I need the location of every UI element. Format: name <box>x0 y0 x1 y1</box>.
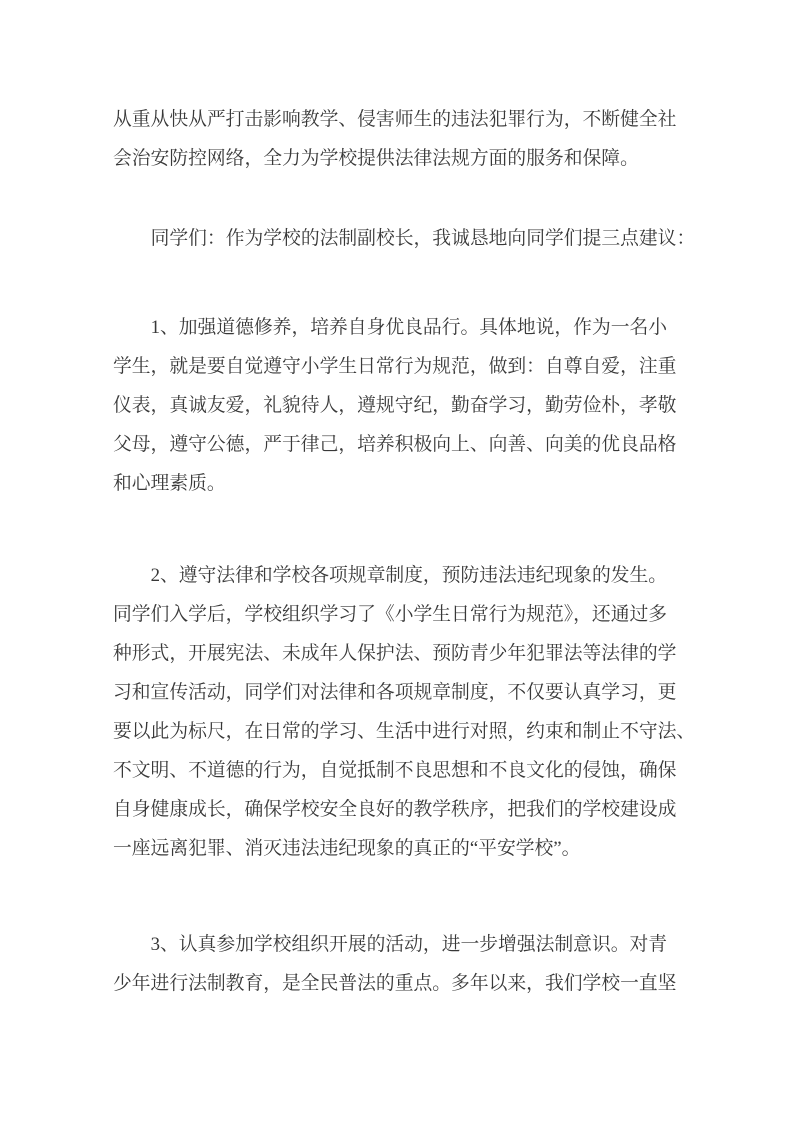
text-line: 不文明、不道德的行为，自觉抵制不良思想和不良文化的侵蚀，确保 <box>113 760 677 781</box>
paragraph <box>113 556 696 868</box>
text-line: 少年进行法制教育，是全民普法的重点。多年以来，我们学校一直坚 <box>113 973 677 994</box>
text-line: 父母，遵守公德，严于律己，培养积极向上、向善、向美的优良品格 <box>113 434 677 455</box>
text-line: 3、认真参加学校组织开展的活动，进一步增强法制意识。对青 <box>150 934 668 955</box>
text-line: 种形式，开展宪法、未成年人保护法、预防青少年犯罪法等法律的学 <box>113 643 677 664</box>
text-line: 会治安防控网络，全力为学校提供法律法规方面的服务和保障。 <box>113 148 639 169</box>
text-line: 要以此为标尺，在日常的学习、生活中进行对照，约束和制止不守法、 <box>113 721 696 742</box>
text-line: 同学们入学后，学校组织学习了《小学生日常行为规范》，还通过多 <box>113 604 668 625</box>
paragraph <box>113 219 696 258</box>
text-line: 习和宣传活动，同学们对法律和各项规章制度，不仅要认真学习，更 <box>113 682 677 703</box>
paragraph <box>113 925 679 1003</box>
text-line: 和心理素质。 <box>113 473 226 494</box>
text-line: 从重从快从严打击影响教学、侵害师生的违法犯罪行为，不断健全社 <box>113 109 677 130</box>
text-line: 1、加强道德修养，培养自身优良品行。具体地说，作为一名小 <box>150 317 668 338</box>
paragraph <box>113 308 679 503</box>
paragraph <box>113 100 679 178</box>
text-line: 学生，就是要自觉遵守小学生日常行为规范，做到：自尊自爱，注重 <box>113 356 677 377</box>
text-line: 一座远离犯罪、消灭违法违纪现象的真正的“平安学校”。 <box>113 838 581 859</box>
text-line: 同学们：作为学校的法制副校长，我诚恳地向同学们提三点建议： <box>150 228 696 249</box>
text-line: 自身健康成长，确保学校安全良好的教学秩序，把我们的学校建设成 <box>113 799 677 820</box>
text-line: 2、遵守法律和学校各项规章制度，预防违法违纪现象的发生。 <box>150 565 668 586</box>
text-line: 仪表，真诚友爱，礼貌待人，遵规守纪，勤奋学习，勤劳俭朴，孝敬 <box>113 395 677 416</box>
